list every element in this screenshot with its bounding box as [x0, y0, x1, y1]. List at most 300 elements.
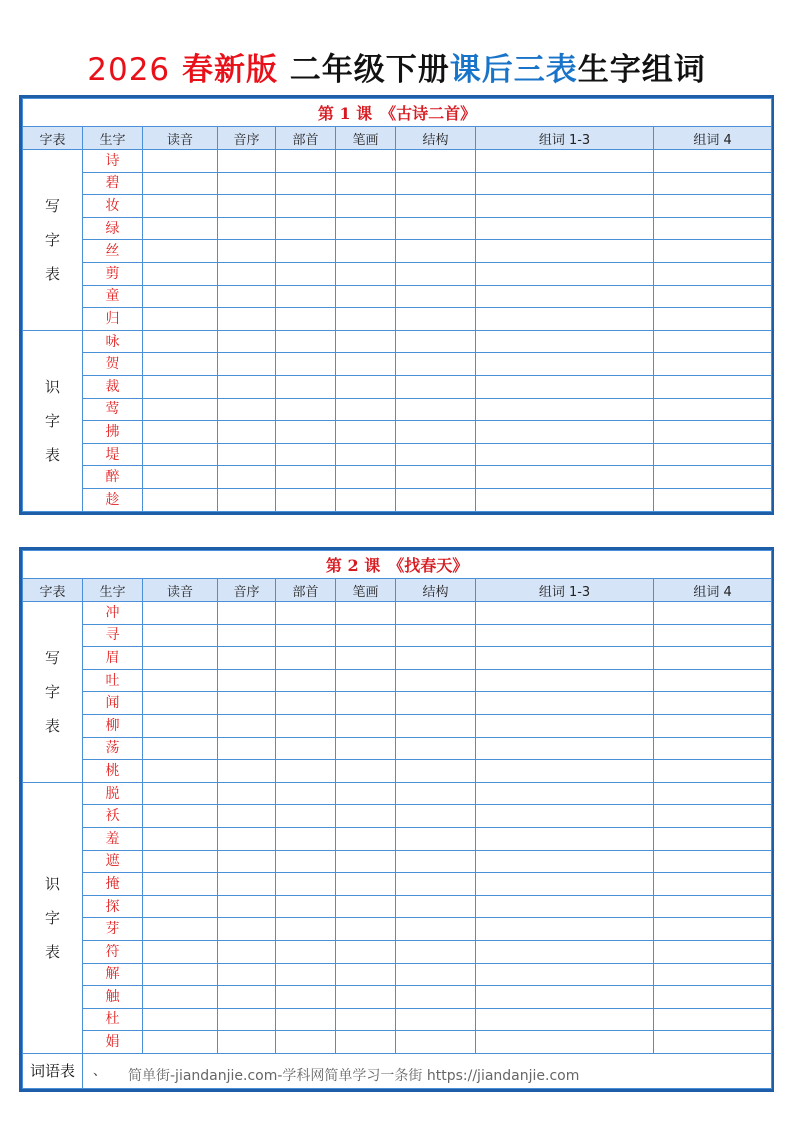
blank-cell[interactable] [336, 466, 396, 489]
blank-cell[interactable] [143, 850, 218, 873]
blank-cell[interactable] [476, 398, 654, 421]
blank-cell[interactable] [276, 285, 336, 308]
blank-cell[interactable] [276, 1008, 336, 1031]
blank-cell[interactable] [218, 488, 276, 511]
blank-cell[interactable] [396, 150, 476, 173]
blank-cell[interactable] [654, 624, 772, 647]
blank-cell[interactable] [336, 850, 396, 873]
blank-cell[interactable] [218, 669, 276, 692]
column-header: 结构 [396, 579, 476, 602]
blank-cell[interactable] [218, 963, 276, 986]
blank-cell[interactable] [276, 737, 336, 760]
blank-cell[interactable] [276, 150, 336, 173]
blank-cell[interactable] [218, 805, 276, 828]
blank-cell[interactable] [218, 217, 276, 240]
blank-cell[interactable] [654, 714, 772, 737]
blank-cell[interactable] [476, 1031, 654, 1054]
blank-cell[interactable] [396, 240, 476, 263]
blank-cell[interactable] [396, 1031, 476, 1054]
blank-cell[interactable] [396, 895, 476, 918]
blank-cell[interactable] [143, 398, 218, 421]
blank-cell[interactable] [654, 986, 772, 1009]
blank-cell[interactable] [654, 466, 772, 489]
blank-cell[interactable] [476, 714, 654, 737]
blank-cell[interactable] [654, 398, 772, 421]
table-row [23, 873, 772, 896]
blank-cell[interactable] [276, 398, 336, 421]
blank-cell[interactable] [218, 737, 276, 760]
lesson-heading: 第 1 课 《古诗二首》 [23, 99, 772, 127]
blank-cell[interactable] [476, 353, 654, 376]
blank-cell[interactable] [654, 805, 772, 828]
blank-cell[interactable] [336, 692, 396, 715]
group-label [23, 150, 83, 331]
title-year: 2026 [87, 52, 171, 88]
column-header: 音序 [218, 579, 276, 602]
blank-cell[interactable] [336, 443, 396, 466]
character-cell: 遮 [83, 850, 143, 873]
blank-cell[interactable] [276, 647, 336, 670]
blank-cell[interactable] [276, 330, 336, 353]
blank-cell[interactable] [218, 647, 276, 670]
blank-cell[interactable] [276, 940, 336, 963]
blank-cell[interactable] [218, 918, 276, 941]
blank-cell[interactable] [476, 873, 654, 896]
blank-cell[interactable] [218, 895, 276, 918]
blank-cell[interactable] [476, 217, 654, 240]
blank-cell[interactable] [143, 172, 218, 195]
blank-cell[interactable] [276, 217, 336, 240]
blank-cell[interactable] [476, 330, 654, 353]
blank-cell[interactable] [476, 986, 654, 1009]
character-cell: 剪 [83, 262, 143, 285]
blank-cell[interactable] [276, 895, 336, 918]
blank-cell[interactable] [143, 805, 218, 828]
group-label [23, 330, 83, 511]
blank-cell[interactable] [396, 805, 476, 828]
blank-cell[interactable] [218, 308, 276, 331]
blank-cell[interactable] [654, 940, 772, 963]
column-header: 组词 1-3 [476, 127, 654, 150]
blank-cell[interactable] [396, 285, 476, 308]
blank-cell[interactable] [654, 1008, 772, 1031]
blank-cell[interactable] [276, 624, 336, 647]
blank-cell[interactable] [218, 692, 276, 715]
blank-cell[interactable] [218, 353, 276, 376]
blank-cell[interactable] [276, 466, 336, 489]
blank-cell[interactable] [336, 1031, 396, 1054]
blank-cell[interactable] [654, 443, 772, 466]
blank-cell[interactable] [218, 850, 276, 873]
blank-cell[interactable] [218, 240, 276, 263]
blank-cell[interactable] [276, 262, 336, 285]
blank-cell[interactable] [276, 873, 336, 896]
blank-cell[interactable] [336, 285, 396, 308]
blank-cell[interactable] [476, 172, 654, 195]
blank-cell[interactable] [476, 262, 654, 285]
blank-cell[interactable] [654, 1031, 772, 1054]
blank-cell[interactable] [143, 895, 218, 918]
character-cell: 裁 [83, 375, 143, 398]
blank-cell[interactable] [143, 466, 218, 489]
blank-cell[interactable] [218, 150, 276, 173]
blank-cell[interactable] [218, 1008, 276, 1031]
column-header: 音序 [218, 127, 276, 150]
blank-cell[interactable] [396, 986, 476, 1009]
blank-cell[interactable] [336, 963, 396, 986]
blank-cell[interactable] [276, 692, 336, 715]
blank-cell[interactable] [396, 850, 476, 873]
blank-cell[interactable] [654, 262, 772, 285]
table-row [23, 918, 772, 941]
blank-cell[interactable] [218, 782, 276, 805]
blank-cell[interactable] [143, 986, 218, 1009]
blank-cell[interactable] [476, 850, 654, 873]
lesson-table-1 [19, 95, 774, 515]
blank-cell[interactable] [654, 285, 772, 308]
blank-cell[interactable] [654, 873, 772, 896]
blank-cell[interactable] [396, 827, 476, 850]
group-label-char: 表 [44, 445, 60, 464]
blank-cell[interactable] [396, 488, 476, 511]
blank-cell[interactable] [396, 918, 476, 941]
blank-cell[interactable] [396, 375, 476, 398]
group-label-char: 表 [44, 264, 60, 283]
blank-cell[interactable] [654, 737, 772, 760]
blank-cell[interactable] [218, 285, 276, 308]
blank-cell[interactable] [396, 647, 476, 670]
blank-cell[interactable] [276, 240, 336, 263]
blank-cell[interactable] [218, 760, 276, 783]
blank-cell[interactable] [276, 375, 336, 398]
character-cell: 眉 [83, 647, 143, 670]
blank-cell[interactable] [143, 308, 218, 331]
table-row [23, 421, 772, 444]
blank-cell[interactable] [276, 1031, 336, 1054]
blank-cell[interactable] [476, 195, 654, 218]
blank-cell[interactable] [336, 150, 396, 173]
blank-cell[interactable] [143, 262, 218, 285]
group-label-char: 字 [44, 682, 60, 701]
blank-cell[interactable] [143, 240, 218, 263]
character-cell: 芽 [83, 918, 143, 941]
blank-cell[interactable] [654, 195, 772, 218]
blank-cell[interactable] [218, 375, 276, 398]
blank-cell[interactable] [143, 1031, 218, 1054]
character-cell: 醉 [83, 466, 143, 489]
blank-cell[interactable] [396, 602, 476, 625]
blank-cell[interactable] [654, 760, 772, 783]
blank-cell[interactable] [143, 760, 218, 783]
blank-cell[interactable] [396, 737, 476, 760]
blank-cell[interactable] [336, 986, 396, 1009]
blank-cell[interactable] [218, 195, 276, 218]
blank-cell[interactable] [336, 240, 396, 263]
blank-cell[interactable] [654, 488, 772, 511]
blank-cell[interactable] [143, 330, 218, 353]
blank-cell[interactable] [476, 918, 654, 941]
blank-cell[interactable] [143, 624, 218, 647]
blank-cell[interactable] [143, 375, 218, 398]
blank-cell[interactable] [396, 353, 476, 376]
blank-cell[interactable] [476, 443, 654, 466]
blank-cell[interactable] [143, 692, 218, 715]
blank-cell[interactable] [276, 805, 336, 828]
blank-cell[interactable] [476, 602, 654, 625]
blank-cell[interactable] [218, 827, 276, 850]
blank-cell[interactable] [336, 805, 396, 828]
blank-cell[interactable] [143, 918, 218, 941]
blank-cell[interactable] [218, 330, 276, 353]
blank-cell[interactable] [276, 782, 336, 805]
blank-cell[interactable] [336, 782, 396, 805]
blank-cell[interactable] [218, 873, 276, 896]
blank-cell[interactable] [336, 488, 396, 511]
blank-cell[interactable] [336, 624, 396, 647]
blank-cell[interactable] [143, 421, 218, 444]
blank-cell[interactable] [476, 963, 654, 986]
blank-cell[interactable] [276, 421, 336, 444]
blank-cell[interactable] [276, 443, 336, 466]
blank-cell[interactable] [276, 986, 336, 1009]
blank-cell[interactable] [336, 398, 396, 421]
character-cell: 冲 [83, 602, 143, 625]
blank-cell[interactable] [654, 172, 772, 195]
blank-cell[interactable] [396, 195, 476, 218]
blank-cell[interactable] [336, 308, 396, 331]
blank-cell[interactable] [654, 895, 772, 918]
blank-cell[interactable] [336, 827, 396, 850]
blank-cell[interactable] [396, 692, 476, 715]
table-row [23, 308, 772, 331]
blank-cell[interactable] [336, 918, 396, 941]
blank-cell[interactable] [396, 421, 476, 444]
blank-cell[interactable] [143, 353, 218, 376]
blank-cell[interactable] [476, 488, 654, 511]
blank-cell[interactable] [276, 760, 336, 783]
blank-cell[interactable] [396, 963, 476, 986]
column-header: 组词 4 [654, 127, 772, 150]
blank-cell[interactable] [654, 692, 772, 715]
column-header: 读音 [143, 127, 218, 150]
table-row [23, 850, 772, 873]
blank-cell[interactable] [396, 308, 476, 331]
blank-cell[interactable] [476, 466, 654, 489]
blank-cell[interactable] [396, 1008, 476, 1031]
blank-cell[interactable] [218, 624, 276, 647]
table-row [23, 624, 772, 647]
blank-cell[interactable] [143, 217, 218, 240]
blank-cell[interactable] [276, 602, 336, 625]
blank-cell[interactable] [396, 760, 476, 783]
group-label [23, 602, 83, 783]
blank-cell[interactable] [654, 827, 772, 850]
blank-cell[interactable] [143, 150, 218, 173]
blank-cell[interactable] [276, 918, 336, 941]
blank-cell[interactable] [396, 330, 476, 353]
table-row [23, 488, 772, 511]
blank-cell[interactable] [276, 850, 336, 873]
blank-cell[interactable] [143, 669, 218, 692]
blank-cell[interactable] [276, 308, 336, 331]
table-row [23, 669, 772, 692]
blank-cell[interactable] [396, 172, 476, 195]
blank-cell[interactable] [476, 782, 654, 805]
blank-cell[interactable] [654, 375, 772, 398]
blank-cell[interactable] [276, 714, 336, 737]
blank-cell[interactable] [143, 827, 218, 850]
blank-cell[interactable] [476, 737, 654, 760]
blank-cell[interactable] [143, 488, 218, 511]
column-header: 组词 4 [654, 579, 772, 602]
blank-cell[interactable] [396, 624, 476, 647]
blank-cell[interactable] [336, 262, 396, 285]
blank-cell[interactable] [336, 760, 396, 783]
blank-cell[interactable] [276, 353, 336, 376]
blank-cell[interactable] [476, 285, 654, 308]
blank-cell[interactable] [276, 488, 336, 511]
character-cell: 丝 [83, 240, 143, 263]
table-row [23, 782, 772, 805]
table-row [23, 375, 772, 398]
blank-cell[interactable] [654, 850, 772, 873]
blank-cell[interactable] [276, 172, 336, 195]
blank-cell[interactable] [476, 760, 654, 783]
blank-cell[interactable] [476, 624, 654, 647]
blank-cell[interactable] [143, 443, 218, 466]
blank-cell[interactable] [654, 647, 772, 670]
blank-cell[interactable] [276, 669, 336, 692]
blank-cell[interactable] [336, 714, 396, 737]
column-header: 笔画 [336, 127, 396, 150]
blank-cell[interactable] [336, 375, 396, 398]
blank-cell[interactable] [654, 217, 772, 240]
table-row [23, 895, 772, 918]
blank-cell[interactable] [396, 217, 476, 240]
blank-cell[interactable] [476, 669, 654, 692]
blank-cell[interactable] [476, 805, 654, 828]
blank-cell[interactable] [476, 692, 654, 715]
blank-cell[interactable] [218, 940, 276, 963]
blank-cell[interactable] [476, 647, 654, 670]
blank-cell[interactable] [396, 443, 476, 466]
blank-cell[interactable] [396, 466, 476, 489]
blank-cell[interactable] [336, 330, 396, 353]
blank-cell[interactable] [654, 330, 772, 353]
blank-cell[interactable] [654, 308, 772, 331]
blank-cell[interactable] [218, 1031, 276, 1054]
character-cell: 诗 [83, 150, 143, 173]
blank-cell[interactable] [336, 421, 396, 444]
blank-cell[interactable] [143, 1008, 218, 1031]
blank-cell[interactable] [396, 782, 476, 805]
table-row [23, 805, 772, 828]
character-cell: 堤 [83, 443, 143, 466]
blank-cell[interactable] [143, 782, 218, 805]
blank-cell[interactable] [143, 195, 218, 218]
blank-cell[interactable] [218, 466, 276, 489]
blank-cell[interactable] [476, 150, 654, 173]
blank-cell[interactable] [396, 873, 476, 896]
blank-cell[interactable] [654, 421, 772, 444]
character-cell: 闻 [83, 692, 143, 715]
blank-cell[interactable] [143, 737, 218, 760]
blank-cell[interactable] [654, 353, 772, 376]
blank-cell[interactable] [654, 602, 772, 625]
blank-cell[interactable] [143, 647, 218, 670]
blank-cell[interactable] [143, 963, 218, 986]
blank-cell[interactable] [396, 262, 476, 285]
blank-cell[interactable] [336, 873, 396, 896]
blank-cell[interactable] [476, 1008, 654, 1031]
blank-cell[interactable] [143, 602, 218, 625]
blank-cell[interactable] [336, 895, 396, 918]
character-cell: 解 [83, 963, 143, 986]
blank-cell[interactable] [276, 195, 336, 218]
blank-cell[interactable] [143, 285, 218, 308]
table-row [23, 443, 772, 466]
blank-cell[interactable] [218, 398, 276, 421]
blank-cell[interactable] [143, 940, 218, 963]
blank-cell[interactable] [218, 602, 276, 625]
blank-cell[interactable] [476, 308, 654, 331]
blank-cell[interactable] [654, 963, 772, 986]
table-row [23, 737, 772, 760]
blank-cell[interactable] [476, 240, 654, 263]
blank-cell[interactable] [218, 421, 276, 444]
blank-cell[interactable] [336, 195, 396, 218]
blank-cell[interactable] [654, 669, 772, 692]
blank-cell[interactable] [336, 1008, 396, 1031]
blank-cell[interactable] [396, 669, 476, 692]
blank-cell[interactable] [218, 714, 276, 737]
blank-cell[interactable] [396, 398, 476, 421]
blank-cell[interactable] [654, 918, 772, 941]
blank-cell[interactable] [654, 240, 772, 263]
blank-cell[interactable] [396, 940, 476, 963]
blank-cell[interactable] [476, 940, 654, 963]
column-header: 组词 1-3 [476, 579, 654, 602]
blank-cell[interactable] [143, 873, 218, 896]
blank-cell[interactable] [654, 150, 772, 173]
blank-cell[interactable] [276, 827, 336, 850]
blank-cell[interactable] [218, 172, 276, 195]
blank-cell[interactable] [476, 827, 654, 850]
blank-cell[interactable] [143, 714, 218, 737]
blank-cell[interactable] [396, 714, 476, 737]
blank-cell[interactable] [336, 217, 396, 240]
blank-cell[interactable] [336, 172, 396, 195]
blank-cell[interactable] [476, 895, 654, 918]
blank-cell[interactable] [336, 353, 396, 376]
character-cell: 符 [83, 940, 143, 963]
table-row [23, 647, 772, 670]
blank-cell[interactable] [218, 443, 276, 466]
character-cell: 荡 [83, 737, 143, 760]
blank-cell[interactable] [336, 940, 396, 963]
blank-cell[interactable] [336, 602, 396, 625]
blank-cell[interactable] [276, 963, 336, 986]
blank-cell[interactable] [476, 421, 654, 444]
blank-cell[interactable] [654, 782, 772, 805]
blank-cell[interactable] [336, 669, 396, 692]
blank-cell[interactable] [476, 375, 654, 398]
blank-cell[interactable] [218, 262, 276, 285]
vocab-area[interactable] [83, 1053, 772, 1088]
blank-cell[interactable] [336, 647, 396, 670]
blank-cell[interactable] [336, 737, 396, 760]
blank-cell[interactable] [218, 986, 276, 1009]
